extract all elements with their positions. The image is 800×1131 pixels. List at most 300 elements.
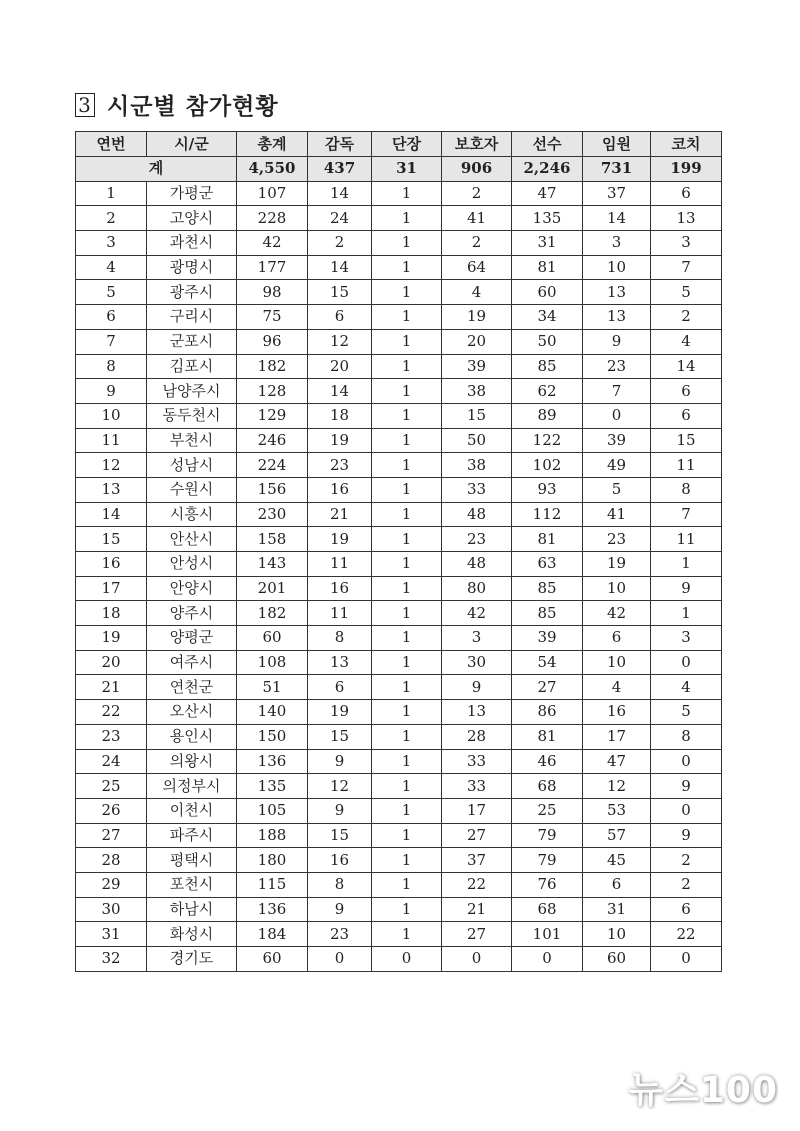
value-cell: 3: [651, 626, 722, 651]
value-cell: 182: [237, 354, 308, 379]
row-number-cell: 28: [76, 848, 147, 873]
value-cell: 16: [308, 576, 372, 601]
value-cell: 48: [442, 502, 512, 527]
row-number-cell: 21: [76, 675, 147, 700]
value-cell: 68: [512, 774, 583, 799]
total-cell: 906: [442, 157, 512, 182]
total-cell: 4,550: [237, 157, 308, 182]
city-name-cell: 연천군: [147, 675, 237, 700]
value-cell: 105: [237, 798, 308, 823]
value-cell: 1: [372, 552, 442, 577]
value-cell: 6: [651, 379, 722, 404]
value-cell: 5: [651, 280, 722, 305]
value-cell: 10: [583, 255, 651, 280]
table-row: [76, 305, 722, 330]
value-cell: 1: [372, 576, 442, 601]
value-cell: 136: [237, 897, 308, 922]
value-cell: 201: [237, 576, 308, 601]
value-cell: 23: [442, 527, 512, 552]
value-cell: 1: [372, 626, 442, 651]
table-row: [76, 675, 722, 700]
value-cell: 79: [512, 848, 583, 873]
value-cell: 1: [372, 305, 442, 330]
table-row: [76, 428, 722, 453]
table-row: [76, 477, 722, 502]
row-number-cell: 18: [76, 601, 147, 626]
value-cell: 0: [512, 947, 583, 972]
value-cell: 0: [308, 947, 372, 972]
value-cell: 23: [583, 527, 651, 552]
value-cell: 16: [583, 700, 651, 725]
value-cell: 4: [651, 329, 722, 354]
city-name-cell: 의왕시: [147, 749, 237, 774]
city-name-cell: 고양시: [147, 206, 237, 231]
value-cell: 15: [442, 403, 512, 428]
value-cell: 9: [583, 329, 651, 354]
value-cell: 31: [583, 897, 651, 922]
value-cell: 4: [651, 675, 722, 700]
value-cell: 13: [308, 650, 372, 675]
value-cell: 8: [651, 477, 722, 502]
value-cell: 1: [372, 675, 442, 700]
total-cell: 199: [651, 157, 722, 182]
city-name-cell: 광명시: [147, 255, 237, 280]
value-cell: 19: [583, 552, 651, 577]
value-cell: 85: [512, 601, 583, 626]
value-cell: 8: [308, 872, 372, 897]
value-cell: 41: [583, 502, 651, 527]
row-number-cell: 20: [76, 650, 147, 675]
city-name-cell: 시흥시: [147, 502, 237, 527]
row-number-cell: 3: [76, 231, 147, 256]
value-cell: 9: [308, 897, 372, 922]
value-cell: 11: [308, 552, 372, 577]
value-cell: 136: [237, 749, 308, 774]
value-cell: 96: [237, 329, 308, 354]
city-name-cell: 안양시: [147, 576, 237, 601]
total-cell: 437: [308, 157, 372, 182]
value-cell: 9: [442, 675, 512, 700]
row-number-cell: 2: [76, 206, 147, 231]
table-row: [76, 922, 722, 947]
table-row: [76, 774, 722, 799]
value-cell: 33: [442, 749, 512, 774]
value-cell: 1: [372, 872, 442, 897]
value-cell: 1: [372, 774, 442, 799]
value-cell: 0: [583, 403, 651, 428]
value-cell: 48: [442, 552, 512, 577]
row-number-cell: 31: [76, 922, 147, 947]
value-cell: 7: [651, 255, 722, 280]
value-cell: 85: [512, 354, 583, 379]
value-cell: 37: [442, 848, 512, 873]
value-cell: 60: [237, 947, 308, 972]
city-name-cell: 양평군: [147, 626, 237, 651]
value-cell: 46: [512, 749, 583, 774]
value-cell: 14: [651, 354, 722, 379]
table-row: [76, 255, 722, 280]
value-cell: 135: [512, 206, 583, 231]
row-number-cell: 24: [76, 749, 147, 774]
total-cell: 2,246: [512, 157, 583, 182]
value-cell: 21: [308, 502, 372, 527]
value-cell: 0: [651, 947, 722, 972]
city-name-cell: 군포시: [147, 329, 237, 354]
city-name-cell: 부천시: [147, 428, 237, 453]
value-cell: 1: [372, 403, 442, 428]
value-cell: 60: [583, 947, 651, 972]
value-cell: 81: [512, 255, 583, 280]
column-header: 선수: [512, 132, 583, 157]
value-cell: 39: [512, 626, 583, 651]
value-cell: 9: [308, 798, 372, 823]
value-cell: 6: [583, 872, 651, 897]
value-cell: 80: [442, 576, 512, 601]
value-cell: 4: [442, 280, 512, 305]
value-cell: 42: [237, 231, 308, 256]
city-name-cell: 파주시: [147, 823, 237, 848]
value-cell: 14: [308, 181, 372, 206]
value-cell: 39: [583, 428, 651, 453]
row-number-cell: 19: [76, 626, 147, 651]
value-cell: 60: [512, 280, 583, 305]
table-row: [76, 354, 722, 379]
value-cell: 13: [442, 700, 512, 725]
value-cell: 37: [583, 181, 651, 206]
value-cell: 5: [651, 700, 722, 725]
value-cell: 8: [651, 724, 722, 749]
value-cell: 1: [372, 922, 442, 947]
row-number-cell: 7: [76, 329, 147, 354]
value-cell: 15: [308, 280, 372, 305]
row-number-cell: 14: [76, 502, 147, 527]
row-number-cell: 5: [76, 280, 147, 305]
value-cell: 1: [372, 255, 442, 280]
value-cell: 63: [512, 552, 583, 577]
value-cell: 1: [372, 527, 442, 552]
value-cell: 42: [583, 601, 651, 626]
value-cell: 50: [512, 329, 583, 354]
value-cell: 19: [308, 700, 372, 725]
value-cell: 1: [372, 477, 442, 502]
city-name-cell: 경기도: [147, 947, 237, 972]
value-cell: 1: [372, 848, 442, 873]
value-cell: 6: [651, 181, 722, 206]
table-row: [76, 601, 722, 626]
table-row: [76, 626, 722, 651]
value-cell: 1: [372, 502, 442, 527]
value-cell: 1: [372, 280, 442, 305]
city-name-cell: 안산시: [147, 527, 237, 552]
city-name-cell: 여주시: [147, 650, 237, 675]
value-cell: 188: [237, 823, 308, 848]
value-cell: 62: [512, 379, 583, 404]
value-cell: 81: [512, 527, 583, 552]
value-cell: 14: [308, 379, 372, 404]
value-cell: 10: [583, 922, 651, 947]
table-row: [76, 181, 722, 206]
value-cell: 9: [308, 749, 372, 774]
value-cell: 107: [237, 181, 308, 206]
value-cell: 14: [583, 206, 651, 231]
header-row: [76, 132, 722, 157]
value-cell: 33: [442, 774, 512, 799]
value-cell: 60: [237, 626, 308, 651]
city-name-cell: 평택시: [147, 848, 237, 873]
value-cell: 45: [583, 848, 651, 873]
section-number-box: 3: [75, 93, 95, 117]
table-row: [76, 897, 722, 922]
table-row: [76, 650, 722, 675]
value-cell: 1: [372, 181, 442, 206]
column-header: 단장: [372, 132, 442, 157]
value-cell: 64: [442, 255, 512, 280]
row-number-cell: 10: [76, 403, 147, 428]
table-row: [76, 453, 722, 478]
value-cell: 28: [442, 724, 512, 749]
row-number-cell: 15: [76, 527, 147, 552]
total-cell: 731: [583, 157, 651, 182]
value-cell: 54: [512, 650, 583, 675]
value-cell: 4: [583, 675, 651, 700]
value-cell: 13: [583, 280, 651, 305]
value-cell: 1: [372, 428, 442, 453]
column-header: 임원: [583, 132, 651, 157]
value-cell: 6: [583, 626, 651, 651]
value-cell: 0: [442, 947, 512, 972]
value-cell: 47: [512, 181, 583, 206]
value-cell: 0: [651, 650, 722, 675]
value-cell: 6: [651, 403, 722, 428]
value-cell: 25: [512, 798, 583, 823]
value-cell: 1: [372, 749, 442, 774]
table-row: [76, 798, 722, 823]
value-cell: 6: [308, 305, 372, 330]
row-number-cell: 25: [76, 774, 147, 799]
value-cell: 41: [442, 206, 512, 231]
city-name-cell: 화성시: [147, 922, 237, 947]
value-cell: 79: [512, 823, 583, 848]
value-cell: 22: [442, 872, 512, 897]
row-number-cell: 13: [76, 477, 147, 502]
value-cell: 16: [308, 477, 372, 502]
value-cell: 9: [651, 774, 722, 799]
value-cell: 2: [442, 231, 512, 256]
value-cell: 112: [512, 502, 583, 527]
value-cell: 20: [442, 329, 512, 354]
city-name-cell: 안성시: [147, 552, 237, 577]
value-cell: 14: [308, 255, 372, 280]
value-cell: 27: [442, 922, 512, 947]
value-cell: 16: [308, 848, 372, 873]
value-cell: 7: [651, 502, 722, 527]
value-cell: 1: [372, 650, 442, 675]
value-cell: 24: [308, 206, 372, 231]
value-cell: 10: [583, 650, 651, 675]
value-cell: 3: [651, 231, 722, 256]
table-row: [76, 527, 722, 552]
value-cell: 10: [583, 576, 651, 601]
table-row: [76, 280, 722, 305]
section-title-text: 시군별 참가현황: [107, 93, 279, 120]
value-cell: 0: [651, 749, 722, 774]
value-cell: 246: [237, 428, 308, 453]
value-cell: 182: [237, 601, 308, 626]
value-cell: 23: [583, 354, 651, 379]
table-row: [76, 329, 722, 354]
value-cell: 27: [512, 675, 583, 700]
value-cell: 122: [512, 428, 583, 453]
column-header: 총계: [237, 132, 308, 157]
table-row: [76, 749, 722, 774]
table-row: [76, 403, 722, 428]
value-cell: 15: [651, 428, 722, 453]
value-cell: 129: [237, 403, 308, 428]
row-number-cell: 11: [76, 428, 147, 453]
value-cell: 57: [583, 823, 651, 848]
value-cell: 93: [512, 477, 583, 502]
value-cell: 2: [651, 305, 722, 330]
city-name-cell: 수원시: [147, 477, 237, 502]
value-cell: 39: [442, 354, 512, 379]
value-cell: 17: [583, 724, 651, 749]
value-cell: 7: [583, 379, 651, 404]
table-row: [76, 724, 722, 749]
value-cell: 13: [583, 305, 651, 330]
value-cell: 49: [583, 453, 651, 478]
value-cell: 2: [442, 181, 512, 206]
value-cell: 85: [512, 576, 583, 601]
value-cell: 140: [237, 700, 308, 725]
value-cell: 6: [651, 897, 722, 922]
table-row: [76, 231, 722, 256]
total-row: [76, 157, 722, 182]
value-cell: 115: [237, 872, 308, 897]
column-header: 감독: [308, 132, 372, 157]
table-row: [76, 379, 722, 404]
value-cell: 34: [512, 305, 583, 330]
value-cell: 1: [372, 798, 442, 823]
value-cell: 3: [583, 231, 651, 256]
participation-table: [75, 131, 722, 972]
value-cell: 1: [372, 724, 442, 749]
value-cell: 17: [442, 798, 512, 823]
value-cell: 18: [308, 403, 372, 428]
value-cell: 1: [372, 897, 442, 922]
total-cell: 31: [372, 157, 442, 182]
city-name-cell: 용인시: [147, 724, 237, 749]
value-cell: 158: [237, 527, 308, 552]
value-cell: 30: [442, 650, 512, 675]
value-cell: 68: [512, 897, 583, 922]
city-name-cell: 가평군: [147, 181, 237, 206]
value-cell: 50: [442, 428, 512, 453]
table-row: [76, 576, 722, 601]
value-cell: 33: [442, 477, 512, 502]
city-name-cell: 하남시: [147, 897, 237, 922]
value-cell: 9: [651, 823, 722, 848]
row-number-cell: 17: [76, 576, 147, 601]
row-number-cell: 22: [76, 700, 147, 725]
value-cell: 128: [237, 379, 308, 404]
value-cell: 23: [308, 453, 372, 478]
row-number-cell: 30: [76, 897, 147, 922]
section-title: [75, 88, 279, 121]
value-cell: 2: [651, 848, 722, 873]
value-cell: 224: [237, 453, 308, 478]
table-row: [76, 848, 722, 873]
table-row: [76, 823, 722, 848]
value-cell: 2: [651, 872, 722, 897]
value-cell: 5: [583, 477, 651, 502]
city-name-cell: 양주시: [147, 601, 237, 626]
value-cell: 1: [372, 354, 442, 379]
value-cell: 143: [237, 552, 308, 577]
value-cell: 22: [651, 922, 722, 947]
value-cell: 15: [308, 823, 372, 848]
value-cell: 15: [308, 724, 372, 749]
row-number-cell: 27: [76, 823, 147, 848]
value-cell: 27: [442, 823, 512, 848]
value-cell: 1: [651, 601, 722, 626]
value-cell: 38: [442, 453, 512, 478]
row-number-cell: 23: [76, 724, 147, 749]
value-cell: 12: [583, 774, 651, 799]
table-row: [76, 947, 722, 972]
table-row: [76, 872, 722, 897]
city-name-cell: 이천시: [147, 798, 237, 823]
value-cell: 1: [372, 379, 442, 404]
value-cell: 11: [651, 453, 722, 478]
value-cell: 31: [512, 231, 583, 256]
value-cell: 21: [442, 897, 512, 922]
table-row: [76, 206, 722, 231]
table-row: [76, 502, 722, 527]
value-cell: 1: [372, 329, 442, 354]
value-cell: 38: [442, 379, 512, 404]
value-cell: 1: [372, 206, 442, 231]
value-cell: 47: [583, 749, 651, 774]
value-cell: 51: [237, 675, 308, 700]
city-name-cell: 과천시: [147, 231, 237, 256]
value-cell: 98: [237, 280, 308, 305]
city-name-cell: 의정부시: [147, 774, 237, 799]
city-name-cell: 남양주시: [147, 379, 237, 404]
city-name-cell: 구리시: [147, 305, 237, 330]
city-name-cell: 포천시: [147, 872, 237, 897]
row-number-cell: 8: [76, 354, 147, 379]
row-number-cell: 26: [76, 798, 147, 823]
value-cell: 75: [237, 305, 308, 330]
row-number-cell: 4: [76, 255, 147, 280]
value-cell: 101: [512, 922, 583, 947]
value-cell: 12: [308, 774, 372, 799]
value-cell: 42: [442, 601, 512, 626]
value-cell: 19: [442, 305, 512, 330]
value-cell: 19: [308, 428, 372, 453]
row-number-cell: 1: [76, 181, 147, 206]
value-cell: 1: [372, 453, 442, 478]
column-header: 시/군: [147, 132, 237, 157]
row-number-cell: 16: [76, 552, 147, 577]
value-cell: 81: [512, 724, 583, 749]
value-cell: 156: [237, 477, 308, 502]
value-cell: 0: [372, 947, 442, 972]
value-cell: 184: [237, 922, 308, 947]
value-cell: 0: [651, 798, 722, 823]
value-cell: 11: [308, 601, 372, 626]
column-header: 연번: [76, 132, 147, 157]
